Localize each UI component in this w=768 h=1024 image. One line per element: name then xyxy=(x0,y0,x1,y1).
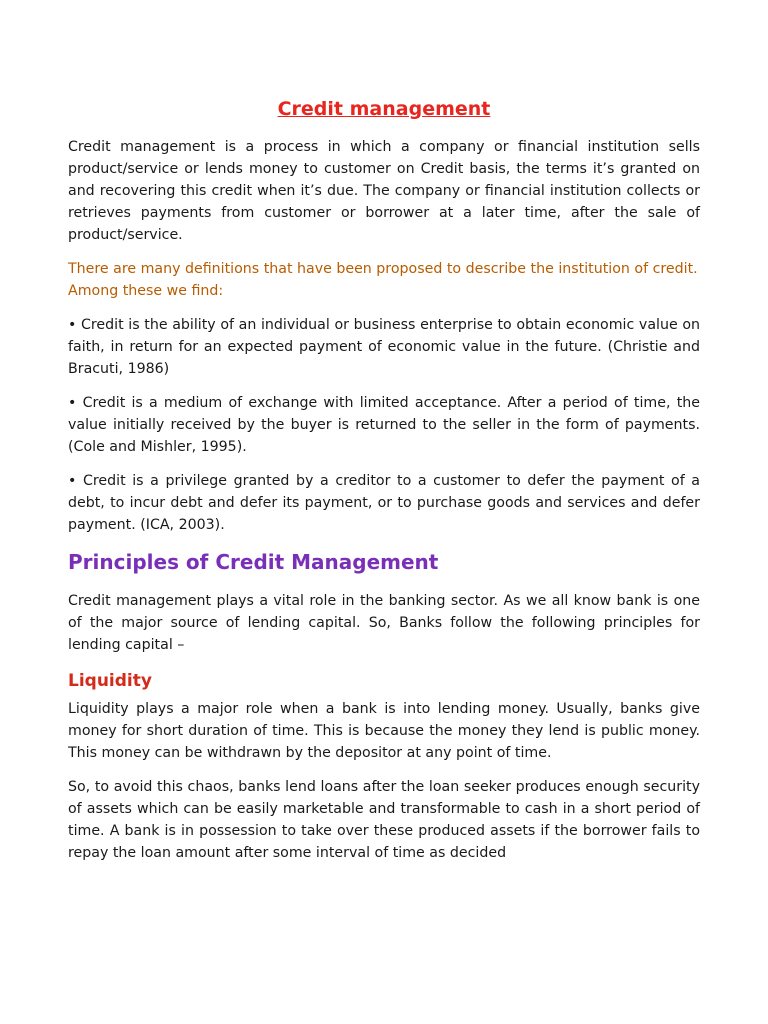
liquidity-paragraph: So, to avoid this chaos, banks lend loans after the loan seeker produces enough security of assets which can be easily marketable and transformable to cash in a short period of time. A bank is in possession to take over these produced assets if the borrower fails to repay the loan amount after some interval of time as decided xyxy=(68,779,700,861)
definition-item: • Credit is the ability of an individual or business enterprise to obtain economic value on faith, in return for an expected payment of economic value in the future. (Christie and Bracuti, 1986) xyxy=(68,317,700,377)
document-title: Credit management xyxy=(277,98,491,120)
principles-heading: Principles of Credit Management xyxy=(68,550,439,574)
intro-paragraph: Credit management is a process in which a company or financial institution sells product/service or lends money to customer on Credit basis, the terms it’s granted on and recovering this credit when it’s due. The company or financial institution collects or retrieves payments from customer or borrower at a later time, after the sale of product/service. xyxy=(68,139,700,243)
liquidity-paragraph: Liquidity plays a major role when a bank is into lending money. Usually, banks give money for short duration of time. This is because the money they lend is public money. This money can be withdrawn by the depositor at any point of time. xyxy=(68,701,700,761)
document-page xyxy=(68,96,700,876)
definition-item: • Credit is a medium of exchange with limited acceptance. After a period of time, the value initially received by the buyer is returned to the seller in the form of payments. (Cole and Mishler, 1995). xyxy=(68,395,700,455)
definitions-intro: There are many definitions that have been proposed to describe the institution of credit. Among these we find: xyxy=(68,261,698,299)
liquidity-heading: Liquidity xyxy=(68,671,152,691)
principles-intro: Credit management plays a vital role in the banking sector. As we all know bank is one of the major source of lending capital. So, Banks follow the following principles for lending capital – xyxy=(68,593,700,653)
definition-item: • Credit is a privilege granted by a creditor to a customer to defer the payment of a debt, to incur debt and defer its payment, or to purchase goods and services and defer payment. (ICA, 2003). xyxy=(68,473,700,533)
